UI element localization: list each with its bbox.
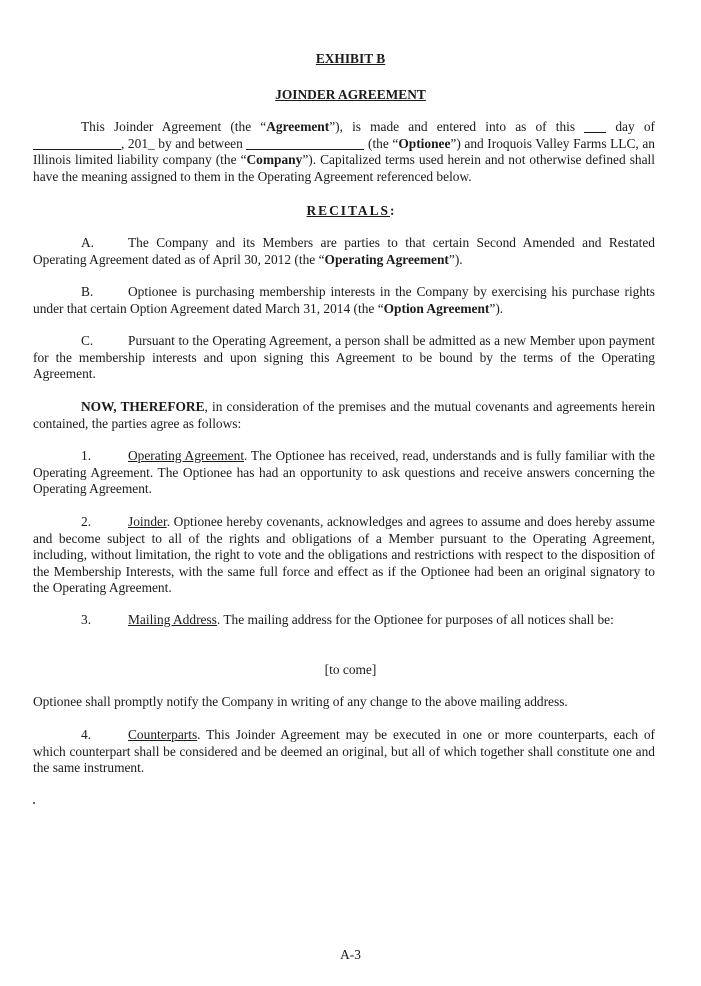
- recital-c-marker: C.: [81, 333, 94, 348]
- section-2-number: 2.: [81, 514, 92, 529]
- section-4-heading: Counterparts: [128, 727, 198, 742]
- document-title: JOINDER AGREEMENT: [275, 87, 426, 102]
- mailing-address-placeholder: [to come]: [324, 662, 377, 677]
- company-term: Company: [246, 152, 303, 167]
- section-1-heading: Operating Agreement: [128, 448, 245, 463]
- section-3-number: 3.: [81, 612, 92, 627]
- recitals-heading: RECITALS:: [306, 203, 395, 218]
- optionee-name-blank: [246, 137, 364, 150]
- recital-b-marker: B.: [81, 284, 94, 299]
- section-3-heading: Mailing Address: [128, 612, 217, 627]
- month-blank: [33, 137, 121, 150]
- now-therefore-paragraph: NOW, THEREFORE, in consideration of the premises and the mutual covenants and agreements herein contained, the parties agree as follows:: [33, 399, 656, 431]
- intro-paragraph: This Joinder Agreement (the “Agreement”), is made and entered into as of this day of , 201_ by and between (the “Optionee”) and Iroquois Valley Farms LLC, an Illinois limited liability company (the “Company”). Capitalized terms used herein and not otherwise defined shall have the meaning assigned to them in the Operating Agreement referenced below.: [33, 119, 655, 184]
- section-2: 2. Joinder. Optionee hereby covenants, acknowledges and agrees to assume and does hereby assume and become subject to all of the rights and obligations of a Member pursuant to the Operating Agreement, including, without limitation, the right to vote and the obligations and restrictions with respect to the disposition of the Membership Interests, with the same full force and effect as if the Optionee had been an original signatory to the Operating Agreement.: [33, 514, 655, 595]
- section-1: 1. Operating Agreement. The Optionee has received, read, understands and is fully familiar with the Operating Agreement. The Optionee has had an opportunity to ask questions and receive answers concerning the Operating Agreement.: [33, 448, 655, 496]
- recital-a-marker: A.: [81, 235, 95, 250]
- section-2-heading: Joinder: [128, 514, 167, 529]
- stray-mark: [33, 802, 35, 804]
- section-1-number: 1.: [81, 448, 92, 463]
- recital-b: B. Optionee is purchasing membership interests in the Company by exercising his purchase rights under that certain Option Agreement dated March 31, 2014 (the “Option Agreement”).: [33, 284, 655, 316]
- optionee-term: Optionee: [398, 135, 451, 151]
- section-4: 4. Counterparts. This Joinder Agreement may be executed in one or more counterparts, each of which counterpart shall be considered and be deemed an original, but all of which together shall constitute one and the same instrument.: [33, 727, 655, 775]
- day-blank: [584, 120, 606, 133]
- exhibit-label: EXHIBIT B: [315, 51, 386, 66]
- page-number: A-3: [340, 947, 361, 962]
- section-3: 3. Mailing Address. The mailing address for the Optionee for purposes of all notices shall be:: [81, 612, 614, 627]
- operating-agreement-term: Operating Agreement: [324, 251, 449, 267]
- agreement-term: Agreement: [266, 119, 330, 134]
- now-therefore-lead: NOW, THEREFORE: [81, 399, 205, 414]
- option-agreement-term: Option Agreement: [383, 300, 490, 316]
- recital-a: A. The Company and its Members are parties to that certain Second Amended and Restated Operating Agreement dated as of April 30, 2012 (the “Operating Agreement”).: [33, 235, 655, 267]
- recital-c: C. Pursuant to the Operating Agreement, a person shall be admitted as a new Member upon payment for the membership interests and upon signing this Agreement to be bound by the terms of the Operating Agreement.: [33, 333, 655, 381]
- section-4-number: 4.: [81, 727, 92, 742]
- address-change-notice: Optionee shall promptly notify the Company in writing of any change to the above mailing address.: [33, 694, 568, 709]
